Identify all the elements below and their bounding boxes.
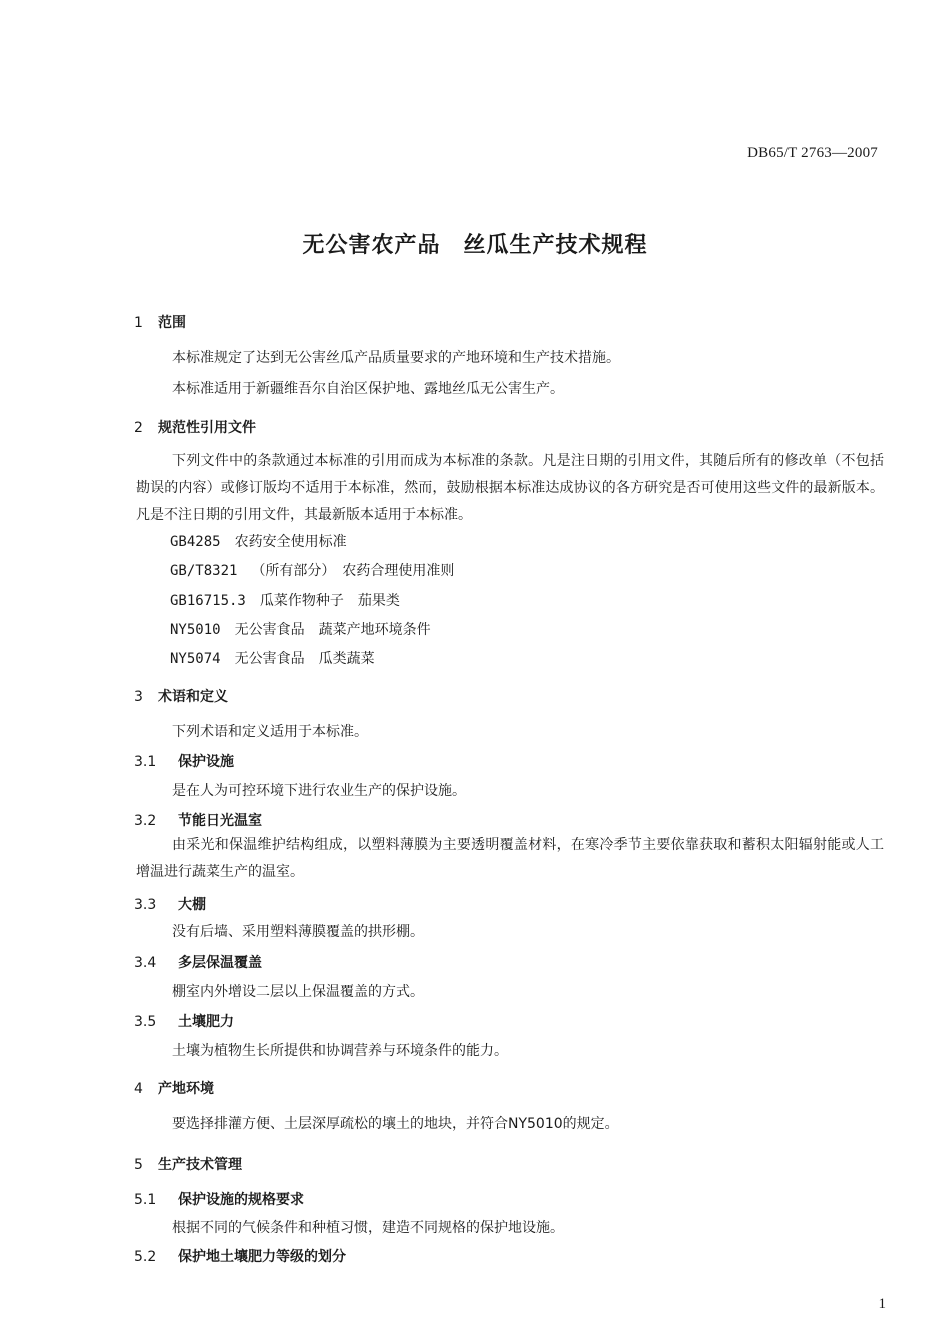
reference-item: GB/T8321 （所有部分） 农药合理使用准则 <box>170 563 455 579</box>
term-3-1-heading: 3.1 保护设施 <box>134 754 234 770</box>
page-title: 无公害农产品 丝瓜生产技术规程 <box>302 233 648 258</box>
section-5-title: 生产技术管理 <box>158 1157 242 1173</box>
section-5-heading: 5 生产技术管理 <box>134 1157 242 1173</box>
reference-item: GB4285 农药安全使用标准 <box>170 534 347 550</box>
section-1-para-1: 本标准规定了达到无公害丝瓜产品质量要求的产地环境和生产技术措施。 <box>172 350 620 366</box>
section-1-title: 范围 <box>158 315 186 331</box>
section-3-title: 术语和定义 <box>158 689 228 705</box>
section-1-para-2: 本标准适用于新疆维吾尔自治区保护地、露地丝瓜无公害生产。 <box>172 381 564 397</box>
section-4-title: 产地环境 <box>158 1081 214 1097</box>
term-3-4-definition: 棚室内外增设二层以上保温覆盖的方式。 <box>172 984 424 1000</box>
section-2-title: 规范性引用文件 <box>158 420 256 436</box>
term-3-5-definition: 土壤为植物生长所提供和协调营养与环境条件的能力。 <box>172 1043 508 1059</box>
subsection-5-2-heading: 5.2 保护地土壤肥力等级的划分 <box>134 1249 346 1265</box>
section-3-intro: 下列术语和定义适用于本标准。 <box>172 724 368 740</box>
reference-item: GB16715.3 瓜菜作物种子 茄果类 <box>170 593 400 609</box>
term-3-3-heading: 3.3 大棚 <box>134 897 206 913</box>
term-3-5-heading: 3.5 土壤肥力 <box>134 1014 234 1030</box>
subsection-5-1-para: 根据不同的气候条件和种植习惯，建造不同规格的保护地设施。 <box>172 1220 564 1236</box>
section-2-heading: 2 规范性引用文件 <box>134 420 256 436</box>
term-3-2-heading: 3.2 节能日光温室 <box>134 813 262 829</box>
reference-item: NY5010 无公害食品 蔬菜产地环境条件 <box>170 622 431 638</box>
term-3-1-definition: 是在人为可控环境下进行农业生产的保护设施。 <box>172 783 466 799</box>
page-number: 1 <box>878 1296 886 1312</box>
section-2-intro: 下列文件中的条款通过本标准的引用而成为本标准的条款。凡是注日期的引用文件，其随后所有的修改单（不包括勘误的内容）或修订版均不适用于本标准，然而，鼓励根据本标准达成协议的各方研究是否可使用这些文件的最新版本。凡是不注日期的引用文件，其最新版本适用于本标准。 <box>136 453 884 523</box>
section-4-heading: 4 产地环境 <box>134 1081 214 1097</box>
subsection-5-1-heading: 5.1 保护设施的规格要求 <box>134 1192 304 1208</box>
section-4-para: 要选择排灌方便、土层深厚疏松的壤土的地块，并符合NY5010的规定。 <box>172 1116 619 1132</box>
term-3-4-heading: 3.4 多层保温覆盖 <box>134 955 262 971</box>
term-3-3-definition: 没有后墙、采用塑料薄膜覆盖的拱形棚。 <box>172 924 424 940</box>
term-3-2-definition: 由采光和保温维护结构组成，以塑料薄膜为主要透明覆盖材料，在寒冷季节主要依靠获取和蓄积太阳辐射能或人工增温进行蔬菜生产的温室。 <box>136 837 884 880</box>
standard-code: DB65/T 2763—2007 <box>747 145 878 161</box>
section-1-heading: 1 范围 <box>134 315 186 331</box>
section-3-heading: 3 术语和定义 <box>134 689 228 705</box>
reference-item: NY5074 无公害食品 瓜类蔬菜 <box>170 651 375 667</box>
